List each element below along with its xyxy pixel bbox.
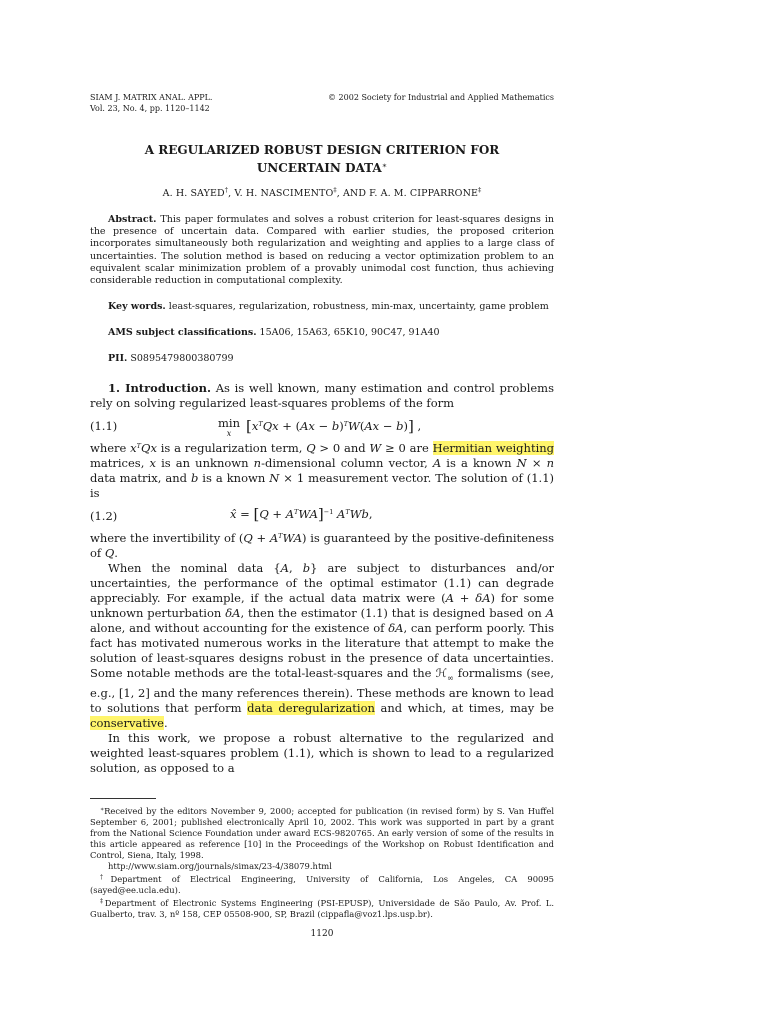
p2-seg: are (405, 441, 433, 456)
p2-seg: is a regularization term, (156, 441, 307, 456)
p2-seg: measurement vector. The solution of (1.1) is (90, 471, 554, 501)
p4-seg: , can perform poorly. This fact has motivated numerous works in the literature that attempt to make the solution of least-squares designs robust in the presence of data uncertainties. Some notable methods are the total-least-squares and the (90, 621, 554, 681)
abstract (90, 214, 554, 287)
journal-url-link[interactable]: http://www.siam.org/journals/simax/23-4/38079.html (108, 860, 332, 871)
p4-seg: When the nominal data (108, 561, 274, 576)
copyright-notice: © 2002 Society for Industrial and Applied Mathematics (328, 93, 554, 102)
paper-title (90, 143, 554, 176)
footnotes (90, 798, 554, 940)
running-head (90, 92, 554, 114)
keywords-text: least-squares, regularization, robustness, min-max, uncertainty, game problem (168, 301, 549, 313)
intro-paragraph-1 (90, 381, 554, 411)
intro-paragraph-4: When the nominal data {A, b} are subject to disturbances and/or uncertainties, the performance of the optimal estimator (1.1) can degrade appreciably. For example, if the actual data matrix were (A + δA) for some unknown perturbation δA, then the estimator (1.1) that is designed based on A alone, and without accounting for the existence of δA, can perform poorly. This fact has motivated numerous works in the literature that attempt to make the solution of least-squares designs robust in the presence of data uncertainties. Some notable methods are the total-least-squares and the ℋ$_\infty$ formalisms (see, e.g., [1, 2] and the many references therein). These methods are known to lead to solutions that perform data deregularization and which, at times, may be conservative. (90, 561, 555, 730)
journal-volume: Vol. 23, No. 4, pp. 1120–1142 (90, 104, 210, 113)
footnote-received (90, 804, 554, 861)
title-footnote-mark: ∗ (381, 161, 388, 170)
p2-seg: data matrix, and (90, 471, 191, 486)
journal-name: SIAM J. MATRIX ANAL. APPL. (90, 93, 213, 102)
ams-text: 15A06, 15A63, 65K10, 90C47, 91A40 (259, 327, 440, 339)
abstract-label: Abstract. (108, 214, 157, 225)
pii-text: S0895479800380799 (130, 353, 234, 365)
p2-seg: and (340, 441, 370, 456)
p2-seg: is an unknown (155, 456, 254, 471)
footnote-mark-dagger: † (100, 873, 111, 881)
title-line-1: A REGULARIZED ROBUST DESIGN CRITERION FOR (144, 143, 500, 157)
footnote-usp-affiliation (90, 896, 554, 920)
title-line-2-text: UNCERTAIN DATA (256, 161, 382, 175)
intro-text-1: As is well known, many estimation and control problems rely on solving regularized least-squares problems of the form (90, 381, 554, 411)
equation-1-1-body: min x $[x^TQx + (Ax - b)^TW(Ax - b)]$ , (218, 416, 422, 439)
equation-1-2-label: (1.2) (90, 509, 118, 524)
p2-seg: -dimensional column vector, (261, 456, 433, 471)
equation-1-1 (90, 411, 554, 441)
p4-seg: . (163, 715, 168, 730)
footnote-usp-text: Department of Electronic Systems Engineering (PSI-EPUSP), Universidade de São Paulo, Av. Prof. L. Gualberto, trav. 3, nº 158, CEP 05508-900, SP, Brazil (cippafla@voz1.lps.usp.br). (90, 897, 554, 919)
pii (90, 353, 554, 365)
p3-seg: . (114, 546, 118, 561)
equation-1-2-body: x̂ = $[Q + A^TWA]^{-1}$ $A^TWb$, (230, 505, 373, 524)
p2-seg: is a known (198, 471, 270, 486)
abstract-text: This paper formulates and solves a robust criterion for least-squares designs in the presence of uncertain data. Compared with earlier studies, the proposed criterion incorporates simultaneously both regularization and weighting and applies to a large class of uncertainties. The solution method is based on reducing a vector optimization problem to an equivalent scalar minimization problem of a provably unimodal cost function, thus achieving considerable reduction in computational complexity. (90, 214, 554, 287)
p4-seg: alone, and without accounting for the existence of (90, 621, 389, 636)
section-heading: 1. Introduction. (108, 381, 211, 396)
footnote-sayed-affiliation (90, 872, 554, 896)
author-cipparrone: F. A. M. CIPPARRONE (369, 188, 479, 199)
author-separator: , (228, 188, 235, 199)
highlight-data-deregularization[interactable]: data deregularization (247, 700, 375, 715)
pii-label: PII. (108, 353, 128, 365)
p4-seg: for some unknown perturbation (90, 591, 554, 621)
footnote-sayed-text: Department of Electrical Engineering, University of California, Los Angeles, CA 90095 (sayed@ee.ucla.edu). (90, 873, 555, 895)
author-list (90, 188, 554, 200)
ams-classifications (90, 327, 554, 339)
author-and: , AND (336, 188, 370, 199)
p4-seg: are subject to disturbances and/or uncertainties, the performance of the optimal estimator (1.1) can degrade appreciably. For example, if the actual data matrix were (90, 561, 555, 606)
title-line-2 (90, 158, 554, 176)
p4-seg: formalisms (see, e.g., [1, 2] and the many references therein). These methods are known to lead to solutions that perform (90, 666, 555, 715)
footnote-mark-ddagger: ‡ (100, 897, 105, 905)
journal-info (90, 92, 212, 114)
p3-seg: is guaranteed by the positive-definiteness of (90, 531, 554, 561)
p2-seg: matrices, (90, 456, 150, 471)
author-mark-ddagger-2: ‡ (478, 186, 482, 194)
p4-seg: , then the estimator (1.1) that is designed based on (240, 606, 546, 621)
keywords-label: Key words. (108, 301, 166, 313)
intro-paragraph-5: In this work, we propose a robust alternative to the regularized and weighted least-squares problem (1.1), which is shown to lead to a regularized solution, as opposed to a (90, 730, 554, 775)
intro-paragraph-2: where $x^TQx$ is a regularization term, Q > 0 and W ≥ 0 are Hermitian weighting matrices, x is an unknown n-dimensional column vector, A is a known N × n data matrix, and b is a known N × 1 measurement vector. The solution of (1.1) is (90, 441, 555, 501)
ams-label: AMS subject classifications. (108, 327, 257, 339)
equation-1-2 (90, 501, 554, 531)
intro-paragraph-3: where the invertibility of $(Q + A^TWA)$ is guaranteed by the positive-definiteness of Q. (90, 531, 554, 561)
footnote-mark-star: ∗ (100, 805, 105, 813)
highlight-conservative[interactable]: conservative (90, 715, 164, 730)
author-mark-ddagger: ‡ (333, 186, 337, 194)
author-mark-dagger: † (224, 186, 229, 194)
keywords (90, 301, 554, 313)
page-content (90, 92, 554, 940)
footnote-rule (90, 798, 156, 799)
highlight-hermitian-weighting[interactable]: Hermitian weighting (432, 441, 555, 456)
p3-seg: where the invertibility of (90, 531, 239, 546)
footnote-received-text: Received by the editors November 9, 2000; accepted for publication (in revised form) by S. Van Huffel September 6, 2001; published electronically April 10, 2002. This work was supported in part by a grant from the National Science Foundation under award ECS-9820765. An early version of some of the results in this article appeared as reference [10] in the Proceedings of the Workshop on Robust Identification and Control, Siena, Italy, 1998. (90, 805, 554, 860)
author-sayed: A. H. SAYED (162, 188, 225, 199)
equation-1-1-label: (1.1) (90, 419, 118, 434)
page-number: 1120 (310, 928, 334, 939)
author-nascimento: V. H. NASCIMENTO (234, 188, 334, 199)
p2-seg: is a known (441, 456, 517, 471)
p2-seg: where (90, 441, 131, 456)
p4-seg: and which, at times, may be (374, 700, 554, 715)
